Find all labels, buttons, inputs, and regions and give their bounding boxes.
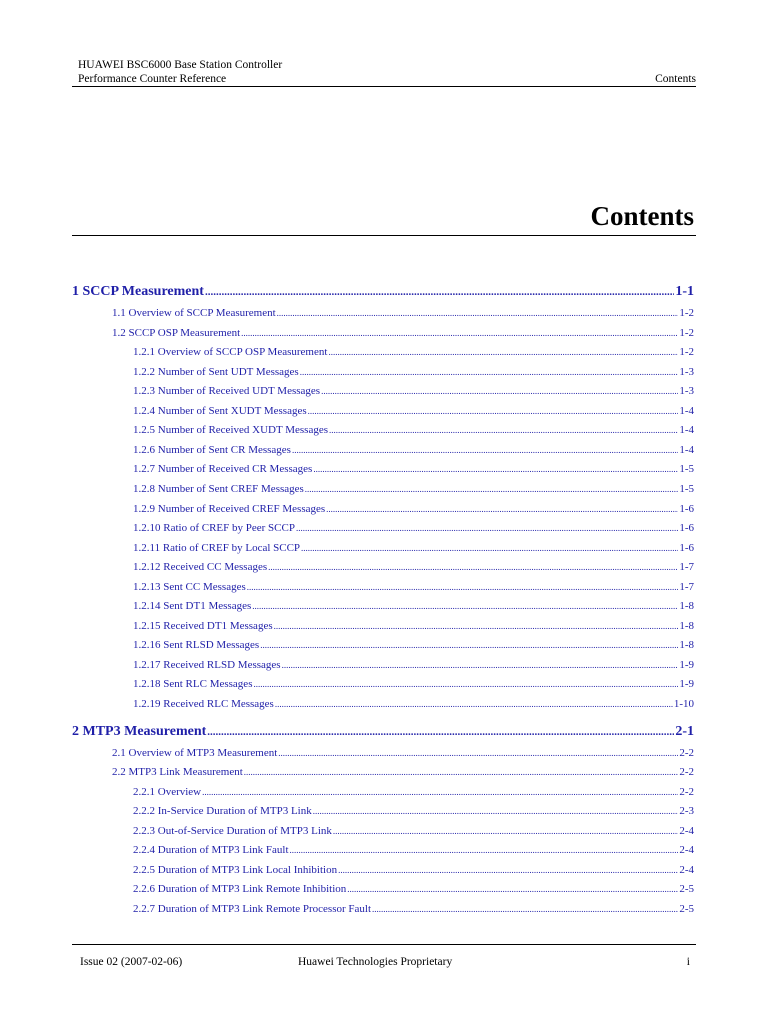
toc-entry-text: 1.2 SCCP OSP Measurement (112, 326, 241, 339)
toc-leader-dots (275, 699, 673, 709)
toc-subsection-link[interactable] (133, 542, 694, 558)
toc-subsection-link[interactable] (133, 639, 694, 655)
toc-subsection-link[interactable] (133, 503, 694, 519)
header-divider (72, 86, 696, 87)
footer-proprietary: Huawei Technologies Proprietary (298, 956, 453, 968)
toc-page-number: 1-9 (679, 658, 694, 671)
toc-page-number: 1-8 (679, 619, 694, 632)
toc-leader-dots (301, 543, 678, 553)
toc-section-link[interactable] (112, 766, 694, 782)
footer-page-number: i (686, 956, 690, 968)
toc-section-link[interactable] (112, 307, 694, 323)
toc-page-number: 2-5 (679, 902, 694, 915)
toc-page-number: 2-4 (679, 863, 694, 876)
toc-leader-dots (313, 464, 678, 474)
toc-page-number: 1-3 (679, 365, 694, 378)
toc-entry-text: 1.1 Overview of SCCP Measurement (112, 307, 276, 319)
toc-leader-dots (296, 523, 678, 533)
toc-entry-text: 1.2.16 Sent RLSD Messages (133, 639, 260, 652)
toc-entry-text: 1 SCCP Measurement (72, 284, 204, 299)
toc-entry-text: 2.2 MTP3 Link Measurement (112, 766, 243, 779)
toc-entry-text: 2.2.3 Out-of-Service Duration of MTP3 Link (133, 824, 332, 837)
toc-page-number: 2-2 (679, 766, 694, 779)
toc-chapter-link[interactable] (72, 724, 694, 744)
toc-entry-text: 2 MTP3 Measurement (72, 723, 207, 739)
toc-leader-dots (329, 425, 678, 435)
toc-leader-dots (338, 865, 678, 875)
header-section-text: Contents (655, 73, 696, 85)
toc-leader-dots (277, 308, 679, 318)
header-line-2 (78, 72, 696, 86)
toc-entry-text: 1.2.2 Number of Sent UDT Messages (133, 365, 299, 378)
toc-leader-dots (326, 504, 678, 514)
toc-page-number: 1-2 (679, 326, 694, 339)
toc-entry-text: 2.1 Overview of MTP3 Measurement (112, 746, 278, 759)
toc-page-number: 1-5 (679, 463, 694, 476)
title-divider (72, 235, 696, 236)
toc-subsection-link[interactable] (133, 424, 694, 440)
toc-subsection-link[interactable] (133, 522, 694, 538)
toc-entry-text: 2.2.5 Duration of MTP3 Link Local Inhibition (133, 863, 338, 876)
toc-leader-dots (268, 562, 678, 572)
toc-entry-text: 1.2.6 Number of Sent CR Messages (133, 443, 291, 456)
toc-leader-dots (313, 806, 679, 816)
toc-page-number: 1-1 (675, 284, 694, 299)
toc-section-link[interactable] (112, 327, 694, 343)
header-manual-text: Performance Counter Reference (78, 73, 227, 85)
toc-leader-dots (202, 787, 678, 797)
toc-entry-text: 1.2.7 Number of Received CR Messages (133, 463, 313, 476)
toc-leader-dots (292, 445, 678, 455)
toc-entry-text: 1.2.13 Sent CC Messages (133, 580, 246, 593)
toc-subsection-link[interactable] (133, 385, 694, 401)
toc-page-number: 1-10 (673, 698, 694, 710)
toc-leader-dots (282, 660, 679, 670)
toc-entry-text: 1.2.10 Ratio of CREF by Peer SCCP (133, 522, 295, 535)
toc-subsection-link[interactable] (133, 825, 694, 841)
toc-entry-text: 2.2.7 Duration of MTP3 Link Remote Processor Fault (133, 902, 372, 915)
toc-subsection-link[interactable] (133, 698, 694, 714)
toc-page-number: 1-9 (679, 678, 694, 691)
toc-subsection-link[interactable] (133, 444, 694, 460)
toc-entry-text: 2.2.1 Overview (133, 785, 202, 798)
toc-leader-dots (253, 679, 678, 689)
toc-page-number: 1-4 (679, 424, 694, 437)
toc-subsection-link[interactable] (133, 483, 694, 499)
toc-leader-dots (205, 286, 674, 298)
footer-divider (72, 944, 696, 945)
toc-entry-text: 1.2.1 Overview of SCCP OSP Measurement (133, 346, 328, 359)
toc-entry-text: 2.2.6 Duration of MTP3 Link Remote Inhibition (133, 883, 347, 896)
toc-subsection-link[interactable] (133, 366, 694, 382)
toc-subsection-link[interactable] (133, 903, 694, 919)
toc-entry-text: 1.2.11 Ratio of CREF by Local SCCP (133, 541, 301, 554)
toc-entry-text: 2.2.4 Duration of MTP3 Link Fault (133, 844, 289, 857)
toc-page-number: 2-2 (679, 785, 694, 798)
toc-section-link[interactable] (112, 747, 694, 763)
page-title: Contents (590, 201, 694, 231)
toc-subsection-link[interactable] (133, 463, 694, 479)
toc-entry-text: 1.2.19 Received RLC Messages (133, 698, 274, 710)
toc-leader-dots (372, 904, 678, 914)
toc-subsection-link[interactable] (133, 581, 694, 597)
toc-leader-dots (305, 484, 679, 494)
toc-leader-dots (244, 767, 679, 777)
toc-leader-dots (274, 621, 679, 631)
toc-subsection-link[interactable] (133, 805, 694, 821)
toc-page-number: 1-6 (679, 522, 694, 535)
toc-subsection-link[interactable] (133, 678, 694, 694)
toc-entry-text: 1.2.3 Number of Received UDT Messages (133, 385, 321, 398)
toc-leader-dots (333, 826, 678, 836)
toc-page-number: 1-6 (679, 541, 694, 554)
toc-page-number: 1-8 (679, 600, 694, 613)
toc-leader-dots (252, 601, 678, 611)
toc-page-number: 1-5 (679, 482, 694, 495)
toc-entry-text: 1.2.4 Number of Sent XUDT Messages (133, 404, 307, 417)
toc-entry-text: 1.2.17 Received RLSD Messages (133, 658, 281, 671)
toc-page-number: 1-8 (679, 639, 694, 652)
toc-page-number: 1-2 (679, 346, 694, 359)
toc-leader-dots (328, 347, 678, 357)
toc-subsection-link[interactable] (133, 600, 694, 616)
toc-subsection-link[interactable] (133, 844, 694, 860)
toc-page-number: 1-4 (679, 443, 694, 456)
toc-page-number: 2-1 (675, 723, 694, 739)
toc-subsection-link[interactable] (133, 659, 694, 675)
toc-page-number: 1-7 (679, 561, 694, 574)
toc-page-number: 2-2 (679, 746, 694, 759)
toc-page-number: 1-7 (679, 580, 694, 593)
toc-leader-dots (247, 582, 679, 592)
toc-entry-text: 1.2.5 Number of Received XUDT Messages (133, 424, 329, 437)
toc-page-number: 1-3 (679, 385, 694, 398)
toc-entry-text: 1.2.12 Received CC Messages (133, 561, 268, 574)
toc-entry-text: 1.2.18 Sent RLC Messages (133, 678, 253, 691)
toc-subsection-link[interactable] (133, 405, 694, 421)
toc-leader-dots (300, 367, 679, 377)
toc-leader-dots (347, 884, 678, 894)
toc-page-number: 1-4 (679, 404, 694, 417)
header-product-text: HUAWEI BSC6000 Base Station Controller (78, 59, 283, 71)
toc-chapter-link[interactable] (72, 284, 694, 304)
toc-entry-text: 1.2.15 Received DT1 Messages (133, 619, 273, 632)
toc-subsection-link[interactable] (133, 864, 694, 880)
toc-subsection-link[interactable] (133, 620, 694, 636)
toc-entry-text: 1.2.9 Number of Received CREF Messages (133, 502, 326, 515)
toc-leader-dots (260, 640, 678, 650)
toc-leader-dots (308, 406, 679, 416)
toc-page-number: 1-2 (679, 307, 694, 319)
toc-page-number: 2-3 (679, 805, 694, 818)
toc-page-number: 1-6 (679, 502, 694, 515)
toc-entry-text: 1.2.14 Sent DT1 Messages (133, 600, 252, 613)
toc-entry-text: 1.2.8 Number of Sent CREF Messages (133, 482, 304, 495)
toc-entry-text: 2.2.2 In-Service Duration of MTP3 Link (133, 805, 312, 818)
toc-leader-dots (207, 726, 674, 738)
toc-subsection-link[interactable] (133, 786, 694, 802)
toc-leader-dots (321, 386, 678, 396)
footer-issue: Issue 02 (2007-02-06) (80, 956, 183, 968)
toc-page-number: 2-4 (679, 824, 694, 837)
toc-page-number: 2-5 (679, 883, 694, 896)
header-product (78, 58, 696, 72)
toc-page-number: 2-4 (679, 844, 694, 857)
toc-leader-dots (278, 748, 678, 758)
toc-subsection-link[interactable] (133, 883, 694, 899)
toc-leader-dots (241, 328, 678, 338)
toc-leader-dots (290, 845, 679, 855)
toc-subsection-link[interactable] (133, 561, 694, 577)
toc-subsection-link[interactable] (133, 346, 694, 362)
